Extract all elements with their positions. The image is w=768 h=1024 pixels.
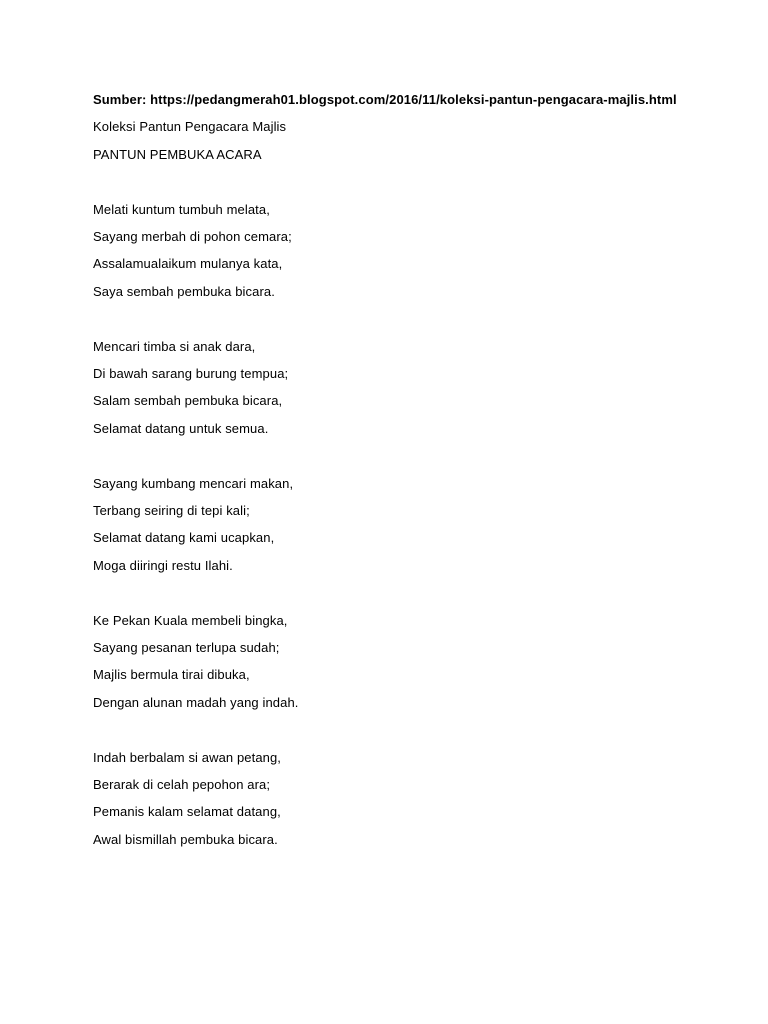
stanza-line: Sayang kumbang mencari makan, (93, 475, 294, 491)
stanza-1 (93, 196, 753, 306)
section-title: PANTUN PEMBUKA ACARA (93, 146, 262, 162)
stanza-line: Melati kuntum tumbuh melata, (93, 201, 270, 217)
stanza-line: Ke Pekan Kuala membeli bingka, (93, 612, 288, 628)
document-header (93, 86, 753, 168)
document-content (93, 86, 753, 853)
stanza-line: Dengan alunan madah yang indah. (93, 694, 299, 710)
stanza-line: Sayang merbah di pohon cemara; (93, 229, 292, 245)
stanza-line: Saya sembah pembuka bicara. (93, 283, 275, 299)
stanza-line: Pemanis kalam selamat datang, (93, 804, 281, 820)
stanza-line: Sayang pesanan terlupa sudah; (93, 640, 280, 656)
stanza-line: Indah berbalam si awan petang, (93, 749, 282, 765)
collection-title: Koleksi Pantun Pengacara Majlis (93, 119, 287, 135)
stanza-line: Di bawah sarang burung tempua; (93, 366, 289, 382)
stanza-line: Mencari timba si anak dara, (93, 338, 256, 354)
stanza-3 (93, 470, 753, 580)
stanza-line: Selamat datang kami ucapkan, (93, 530, 275, 546)
stanza-line: Berarak di celah pepohon ara; (93, 777, 271, 793)
stanza-line: Assalamualaikum mulanya kata, (93, 256, 283, 272)
stanza-2 (93, 333, 753, 443)
stanza-line: Awal bismillah pembuka bicara. (93, 831, 278, 847)
stanza-line: Terbang seiring di tepi kali; (93, 503, 250, 519)
stanza-line: Salam sembah pembuka bicara, (93, 393, 283, 409)
stanza-line: Majlis bermula tirai dibuka, (93, 667, 250, 683)
source-line: Sumber: https://pedangmerah01.blogspot.com/2016/11/koleksi-pantun-pengacara-majlis.html (93, 92, 677, 107)
stanza-line: Selamat datang untuk semua. (93, 420, 269, 436)
stanza-4 (93, 607, 753, 717)
stanza-line: Moga diiringi restu Ilahi. (93, 557, 233, 573)
stanza-5 (93, 744, 753, 854)
